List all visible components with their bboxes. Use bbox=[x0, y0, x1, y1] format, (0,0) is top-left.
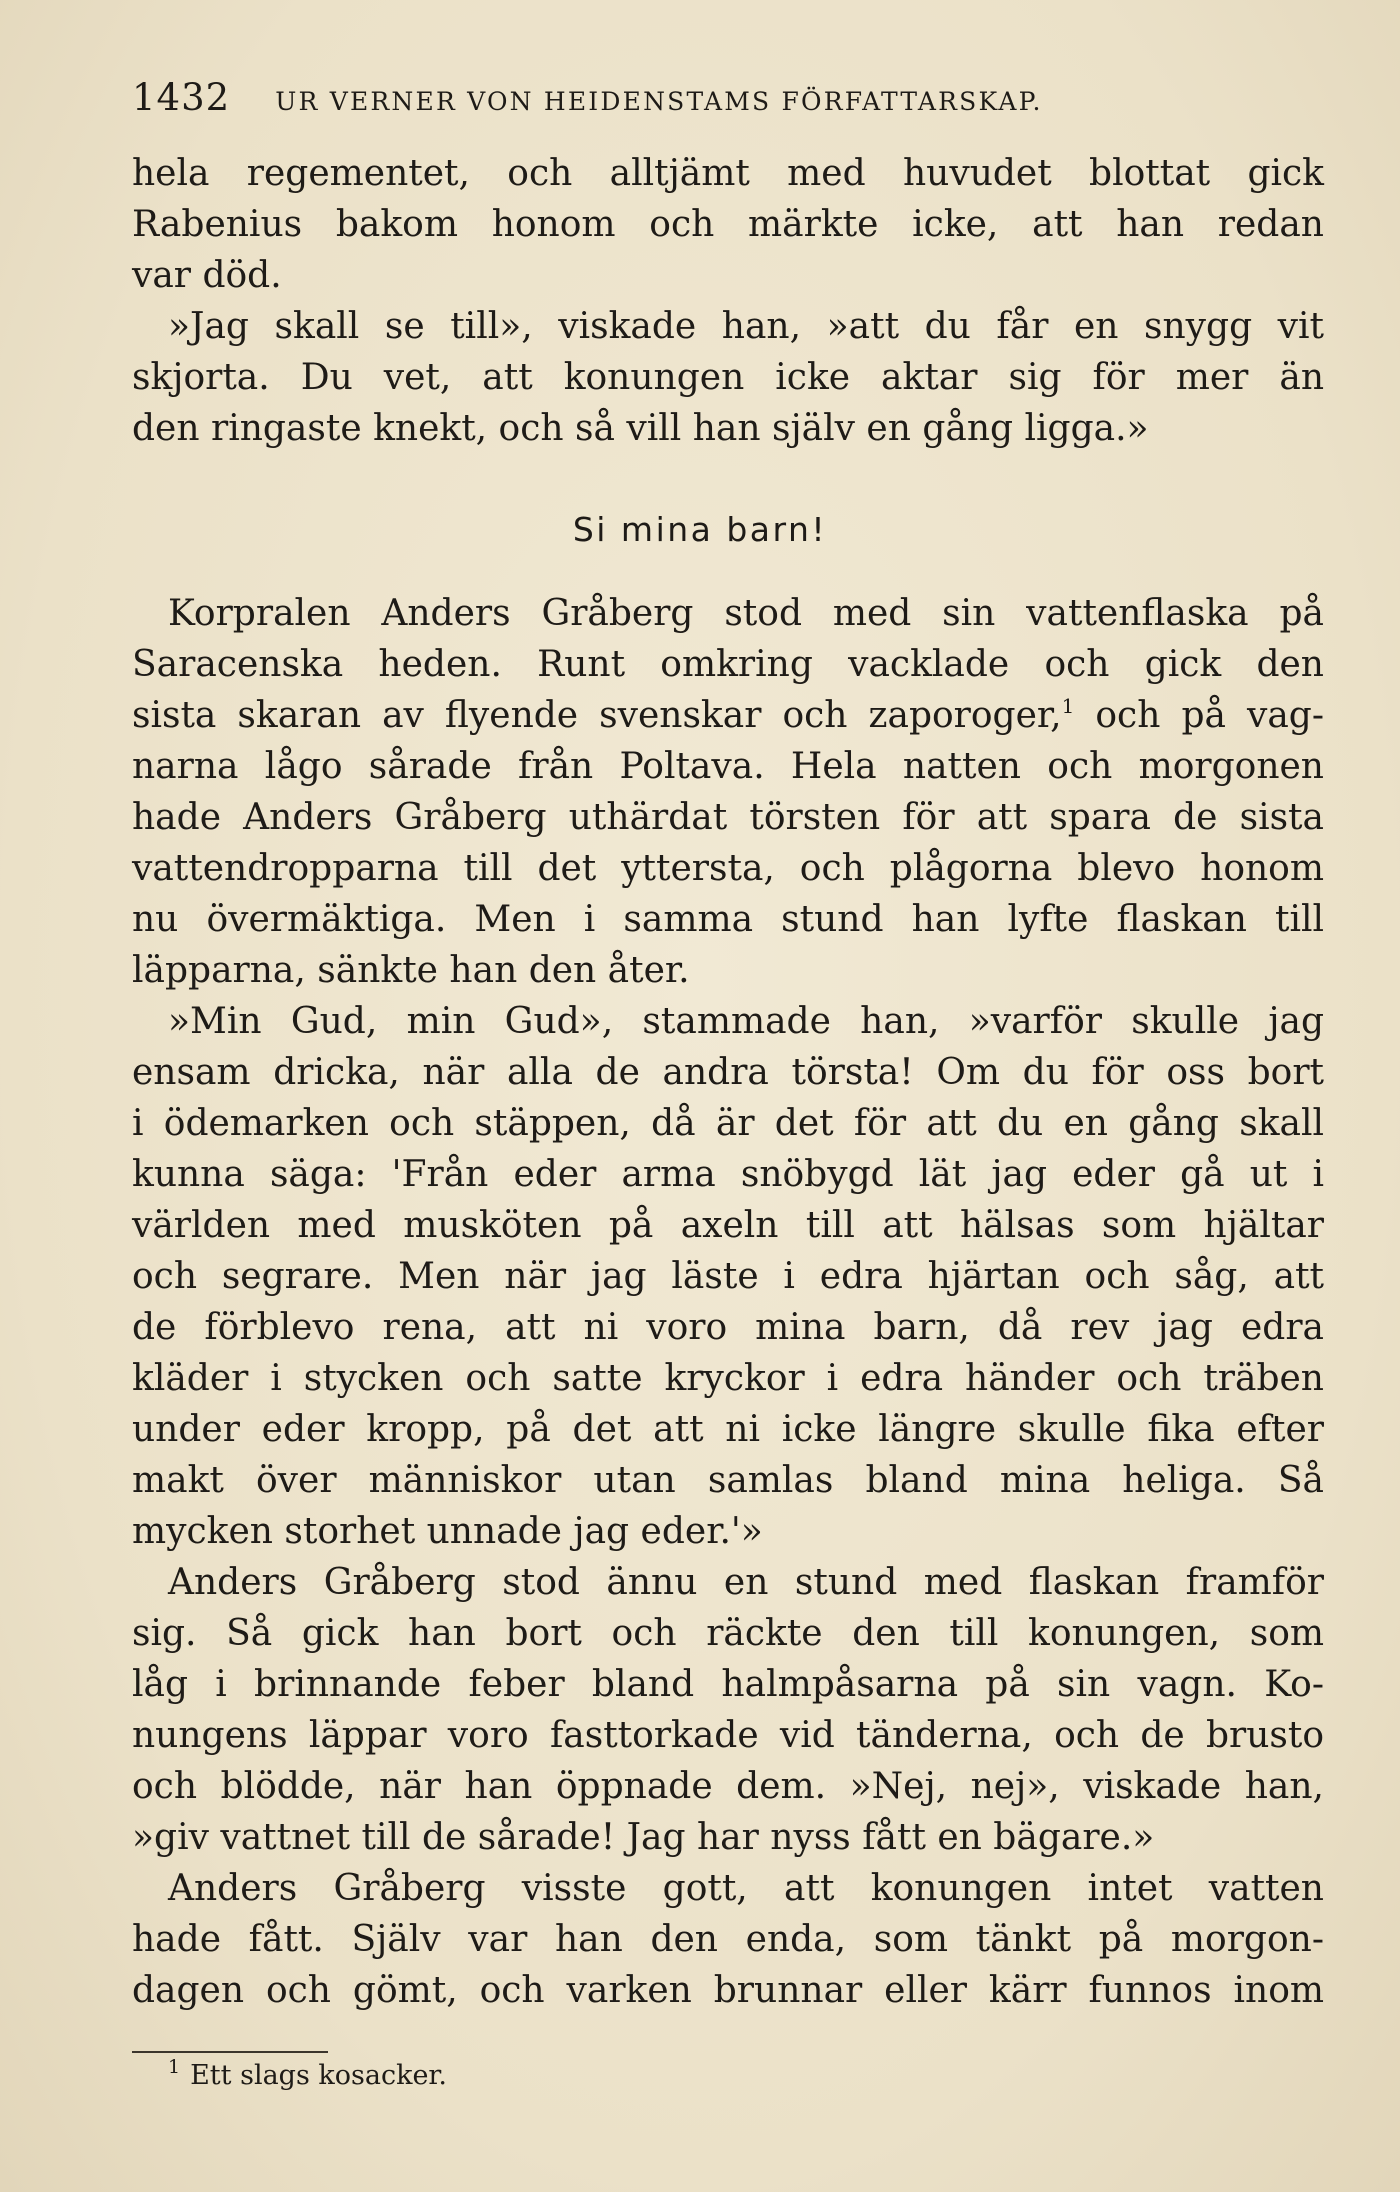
text-line: mycken storhet unnade jag eder.'» bbox=[132, 1511, 763, 1552]
running-header bbox=[132, 76, 1332, 126]
text-line: dagen och gömt, och varken brunnar eller kärr funnos inom bbox=[132, 1970, 1324, 2011]
footnote-divider bbox=[132, 2051, 328, 2053]
footnote-text: Ett slags kosacker. bbox=[190, 2060, 447, 2091]
text-line: hade Anders Gråberg uthärdat törsten för att spara de sista bbox=[132, 797, 1324, 838]
text-line: vattendropparna till det yttersta, och plågorna blevo honom bbox=[132, 848, 1324, 889]
text-line: »giv vattnet till de sårade! Jag har nyss fått en bägare.» bbox=[132, 1817, 1155, 1858]
footnote-mark: 1 bbox=[168, 2056, 181, 2078]
text-line: Rabenius bakom honom och märkte icke, att han redan bbox=[132, 204, 1324, 245]
text-line: hade fått. Själv var han den enda, som tänkt på morgon- bbox=[132, 1919, 1324, 1960]
text-line: och segrare. Men när jag läste i edra hjärtan och såg, att bbox=[132, 1256, 1324, 1297]
top-paragraphs bbox=[132, 148, 1324, 454]
text-line: kunna säga: 'Från eder arma snöbygd lät jag eder gå ut i bbox=[132, 1154, 1324, 1195]
text-line: den ringaste knekt, och så vill han själv en gång ligga.» bbox=[132, 408, 1149, 449]
text-line: de förblevo rena, att ni voro mina barn, då rev jag edra bbox=[132, 1307, 1324, 1348]
text-segment: sista skaran av flyende svenskar och zaporoger, bbox=[132, 695, 1062, 736]
text-line: världen med musköten på axeln till att hälsas som hjältar bbox=[132, 1205, 1324, 1246]
text-line: Anders Gråberg stod ännu en stund med flaskan framför bbox=[168, 1562, 1324, 1603]
text-line: Saracenska heden. Runt omkring vacklade och gick den bbox=[132, 644, 1324, 685]
text-line: nungens läppar voro fasttorkade vid tänderna, och de brusto bbox=[132, 1715, 1324, 1756]
footnote bbox=[168, 2056, 447, 2091]
text-line: Korpralen Anders Gråberg stod med sin vattenflaska på bbox=[168, 593, 1324, 634]
text-line: läpparna, sänkte han den åter. bbox=[132, 950, 690, 991]
text-segment: och på vag- bbox=[1074, 695, 1325, 736]
text-line: makt över människor utan samlas bland mina heliga. Så bbox=[132, 1460, 1324, 1501]
text-line: skjorta. Du vet, att konungen icke aktar sig för mer än bbox=[132, 357, 1324, 398]
text-line: var död. bbox=[132, 255, 282, 296]
text-line: låg i brinnande feber bland halmpåsarna på sin vagn. Ko- bbox=[132, 1664, 1324, 1705]
running-title: UR VERNER VON HEIDENSTAMS FÖRFATTARSKAP. bbox=[275, 87, 1043, 116]
text-line: narna lågo sårade från Poltava. Hela natten och morgonen bbox=[132, 746, 1324, 787]
text-line: ensam dricka, när alla de andra törsta! Om du för oss bort bbox=[132, 1052, 1324, 1093]
text-line-with-footnote-ref bbox=[132, 690, 1324, 741]
footnote-reference[interactable]: 1 bbox=[1061, 694, 1075, 718]
text-line: och blödde, när han öppnade dem. »Nej, nej», viskade han, bbox=[132, 1766, 1324, 1807]
text-line: under eder kropp, på det att ni icke längre skulle fika efter bbox=[132, 1409, 1324, 1450]
text-line: i ödemarken och stäppen, då är det för att du en gång skall bbox=[132, 1103, 1324, 1144]
section-heading: Si mina barn! bbox=[572, 510, 828, 549]
text-line: »Min Gud, min Gud», stammade han, »varför skulle jag bbox=[168, 1001, 1324, 1042]
text-line: kläder i stycken och satte kryckor i edra händer och träben bbox=[132, 1358, 1324, 1399]
page-number: 1432 bbox=[132, 76, 231, 119]
text-line: nu övermäktiga. Men i samma stund han lyfte flaskan till bbox=[132, 899, 1324, 940]
text-line: Anders Gråberg visste gott, att konungen intet vatten bbox=[168, 1868, 1324, 1909]
text-line: sig. Så gick han bort och räckte den till konungen, som bbox=[132, 1613, 1324, 1654]
text-line: »Jag skall se till», viskade han, »att du får en snygg vit bbox=[168, 306, 1324, 347]
main-paragraphs bbox=[132, 588, 1324, 2016]
text-line: hela regementet, och alltjämt med huvudet blottat gick bbox=[132, 153, 1324, 194]
